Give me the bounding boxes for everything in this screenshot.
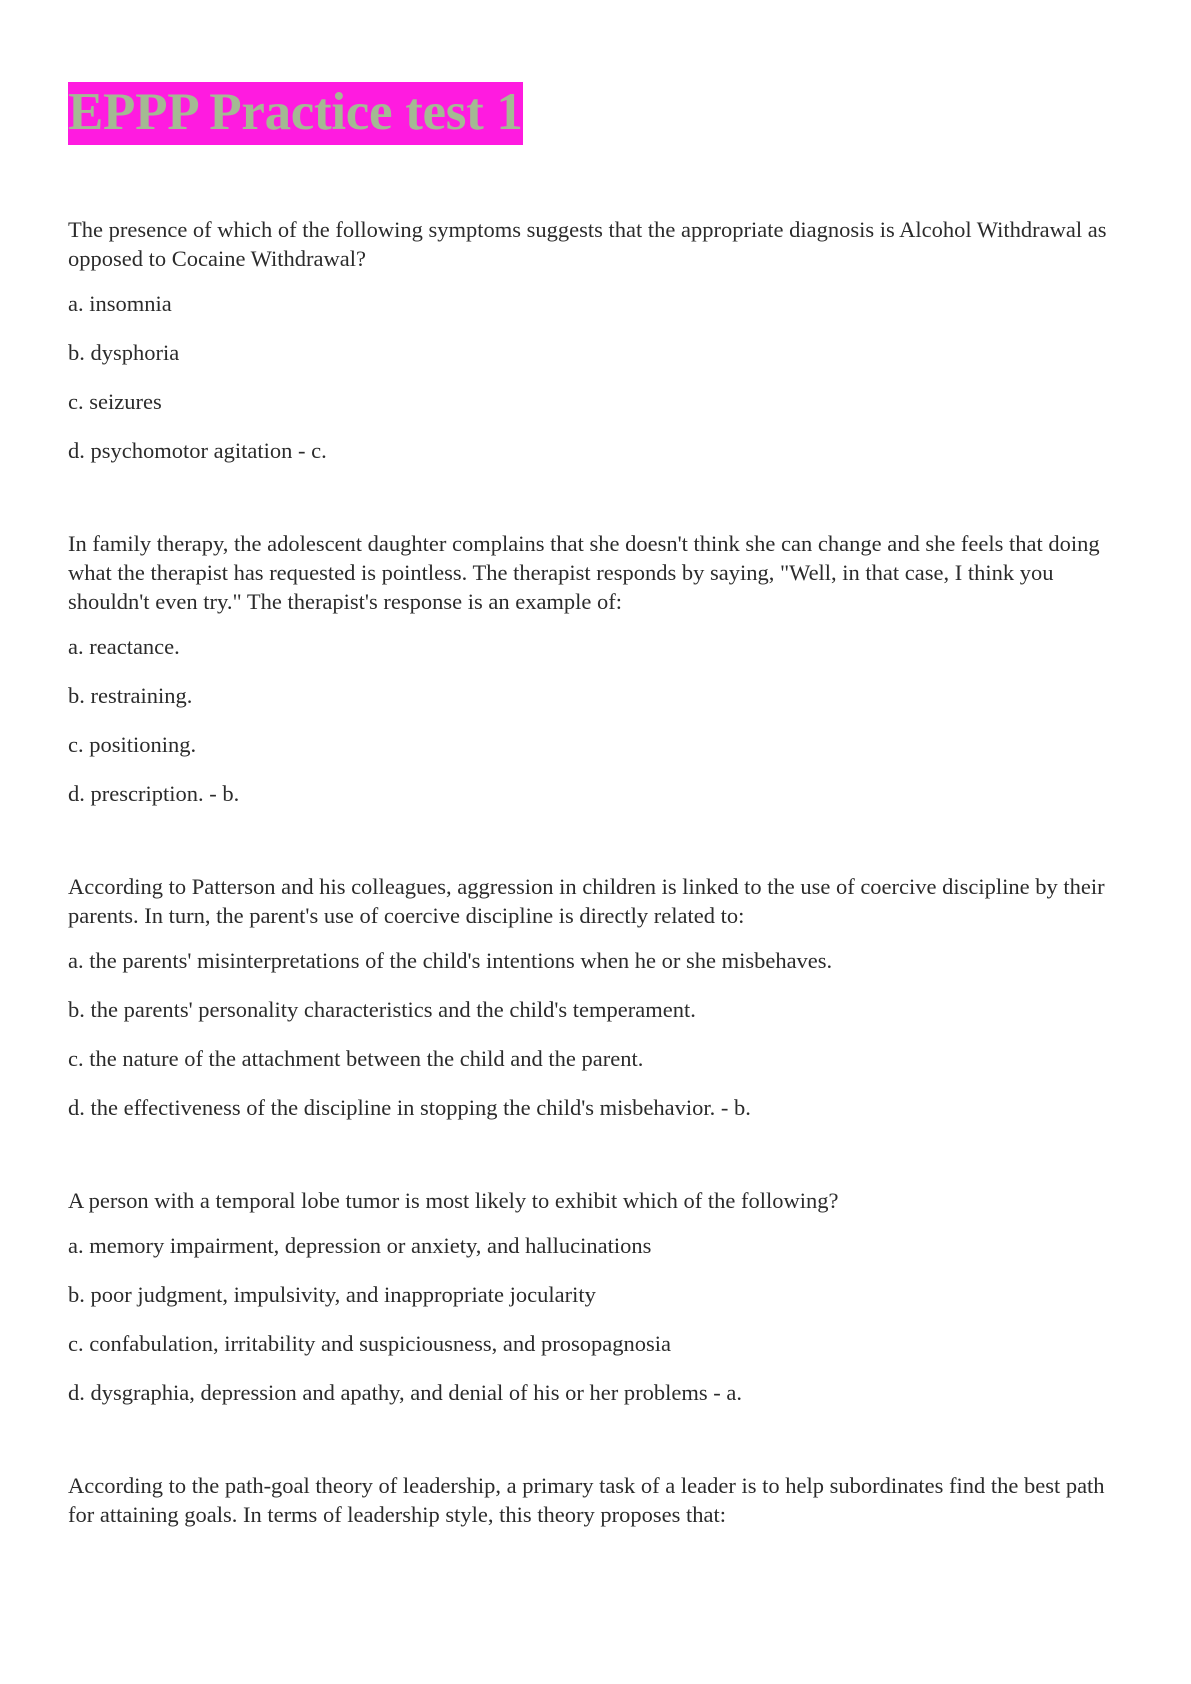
answer-option: b. the parents' personality characteristics and the child's temperament. (68, 997, 696, 1022)
question-3 (68, 872, 1128, 1122)
answer-option: a. memory impairment, depression or anxiety, and hallucinations (68, 1233, 652, 1258)
answer-option: b. dysphoria (68, 340, 180, 365)
answer-option: b. restraining. (68, 683, 193, 708)
question-list (68, 215, 1128, 1529)
document-page (68, 82, 1128, 1593)
answer-option: c. confabulation, irritability and suspiciousness, and prosopagnosia (68, 1331, 672, 1356)
question-stem: In family therapy, the adolescent daughter complains that she doesn't think she can change and she feels that doing what the therapist has requested is pointless. The therapist responds by saying, "Well, in that case, I think you shouldn't even try." The therapist's response is an example of: (68, 531, 1100, 614)
answer-option: d. the effectiveness of the discipline in stopping the child's misbehavior. - b. (68, 1095, 751, 1120)
answer-option: c. the nature of the attachment between the child and the parent. (68, 1046, 644, 1071)
answer-option: d. psychomotor agitation - c. (68, 438, 327, 463)
question-5 (68, 1471, 1128, 1529)
question-stem: According to the path-goal theory of leadership, a primary task of a leader is to help subordinates find the best path for attaining goals. In terms of leadership style, this theory proposes that: (68, 1473, 1105, 1527)
answer-option: c. positioning. (68, 732, 197, 757)
question-stem: A person with a temporal lobe tumor is most likely to exhibit which of the following? (68, 1188, 839, 1213)
question-stem: According to Patterson and his colleagues, aggression in children is linked to the use of coercive discipline by their parents. In turn, the parent's use of coercive discipline is directly related to: (68, 874, 1105, 928)
question-2 (68, 529, 1128, 808)
answer-option: a. reactance. (68, 634, 180, 659)
answer-option: d. prescription. - b. (68, 781, 240, 806)
answer-option: b. poor judgment, impulsivity, and inappropriate jocularity (68, 1282, 596, 1307)
page-title: EPPP Practice test 1 (68, 83, 523, 141)
question-stem: The presence of which of the following symptoms suggests that the appropriate diagnosis is Alcohol Withdrawal as opposed to Cocaine Withdrawal? (68, 217, 1107, 271)
answer-option: a. the parents' misinterpretations of the child's intentions when he or she misbehaves. (68, 948, 833, 973)
answer-option: a. insomnia (68, 291, 172, 316)
question-1 (68, 215, 1128, 465)
answer-option: d. dysgraphia, depression and apathy, and denial of his or her problems - a. (68, 1380, 742, 1405)
title-highlight (68, 82, 523, 145)
question-4 (68, 1186, 1128, 1407)
answer-option: c. seizures (68, 389, 162, 414)
